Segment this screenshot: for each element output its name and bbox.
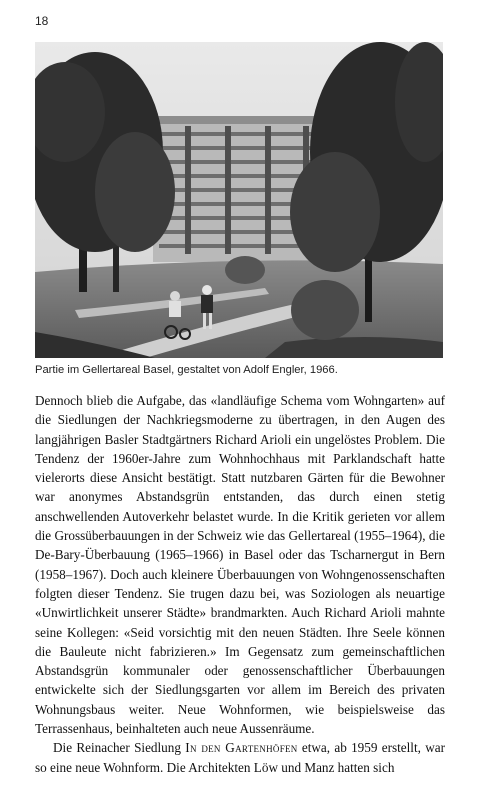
- paragraph-2: [35, 738, 445, 777]
- paragraph-2-start: Die Reinacher Siedlung: [53, 740, 186, 756]
- settlement-name: In den Gartenhöfen: [185, 740, 298, 756]
- paragraph-1: Dennoch blieb die Aufgabe, das «landläufige Schema vom Wohngarten» auf die Siedlungen der Nachkriegsmoderne zu übertragen, in den Augen des langjährigen Basler Stadtgärtners Richard Arioli ein ungelöstes Problem. Die Tendenz der 1960er-Jahre zum Wohnhochhaus mit Parklandschaft hatte vielerorts diese Ansicht bestätigt. Statt nutzbaren Gärten für die Bewohner war anonymes Abstandsgrün entstanden, das durch einen stetig anschwellenden Autoverkehr belastet wurde. In die Kritik gerieten vor allem die Grossüberbauungen in der Schweiz wie das Gellertareal (1955–1964), die De-Bary-Überbauung (1965–1966) in Basel oder das Tscharnergut in Bern (1958–1967). Doch auch kleinere Überbauungen von Wohngenossenschaften folgten dieser Tendenz. Sie trugen dazu bei, was Soziologen als neuartige «Unwirtlichkeit unserer Städte» brandmarkten. Auch Richard Arioli mahnte seine Kollegen: «Seid vorsichtig mit den neuen Städten. Ihre Seele können die Bauleute nicht fabrizieren.» Im Gegensatz zum gemeinschaftlichen Abstandsgrün kommunaler oder genossenschaftlicher Überbauungen entwickelte sich der Siedlungsgarten vor allem im Bereich des privaten Wohnungsbaus weiter. Neue Wohnformen, wie beispielsweise das Terrassenhaus, beinhalteten auch neue Aussenräume.: [35, 393, 445, 737]
- figure-caption: Partie im Gellertareal Basel, gestaltet von Adolf Engler, 1966.: [35, 364, 338, 376]
- body-text: [35, 391, 445, 777]
- page-number: 18: [35, 14, 49, 28]
- paragraph-2-end: etwa, ab 1959 erstellt, war so eine neue Wohnform. Die Architekten Löw und Manz hatten sich: [35, 740, 445, 775]
- photo-gellertareal: [35, 42, 443, 358]
- photo-illustration: [35, 42, 443, 358]
